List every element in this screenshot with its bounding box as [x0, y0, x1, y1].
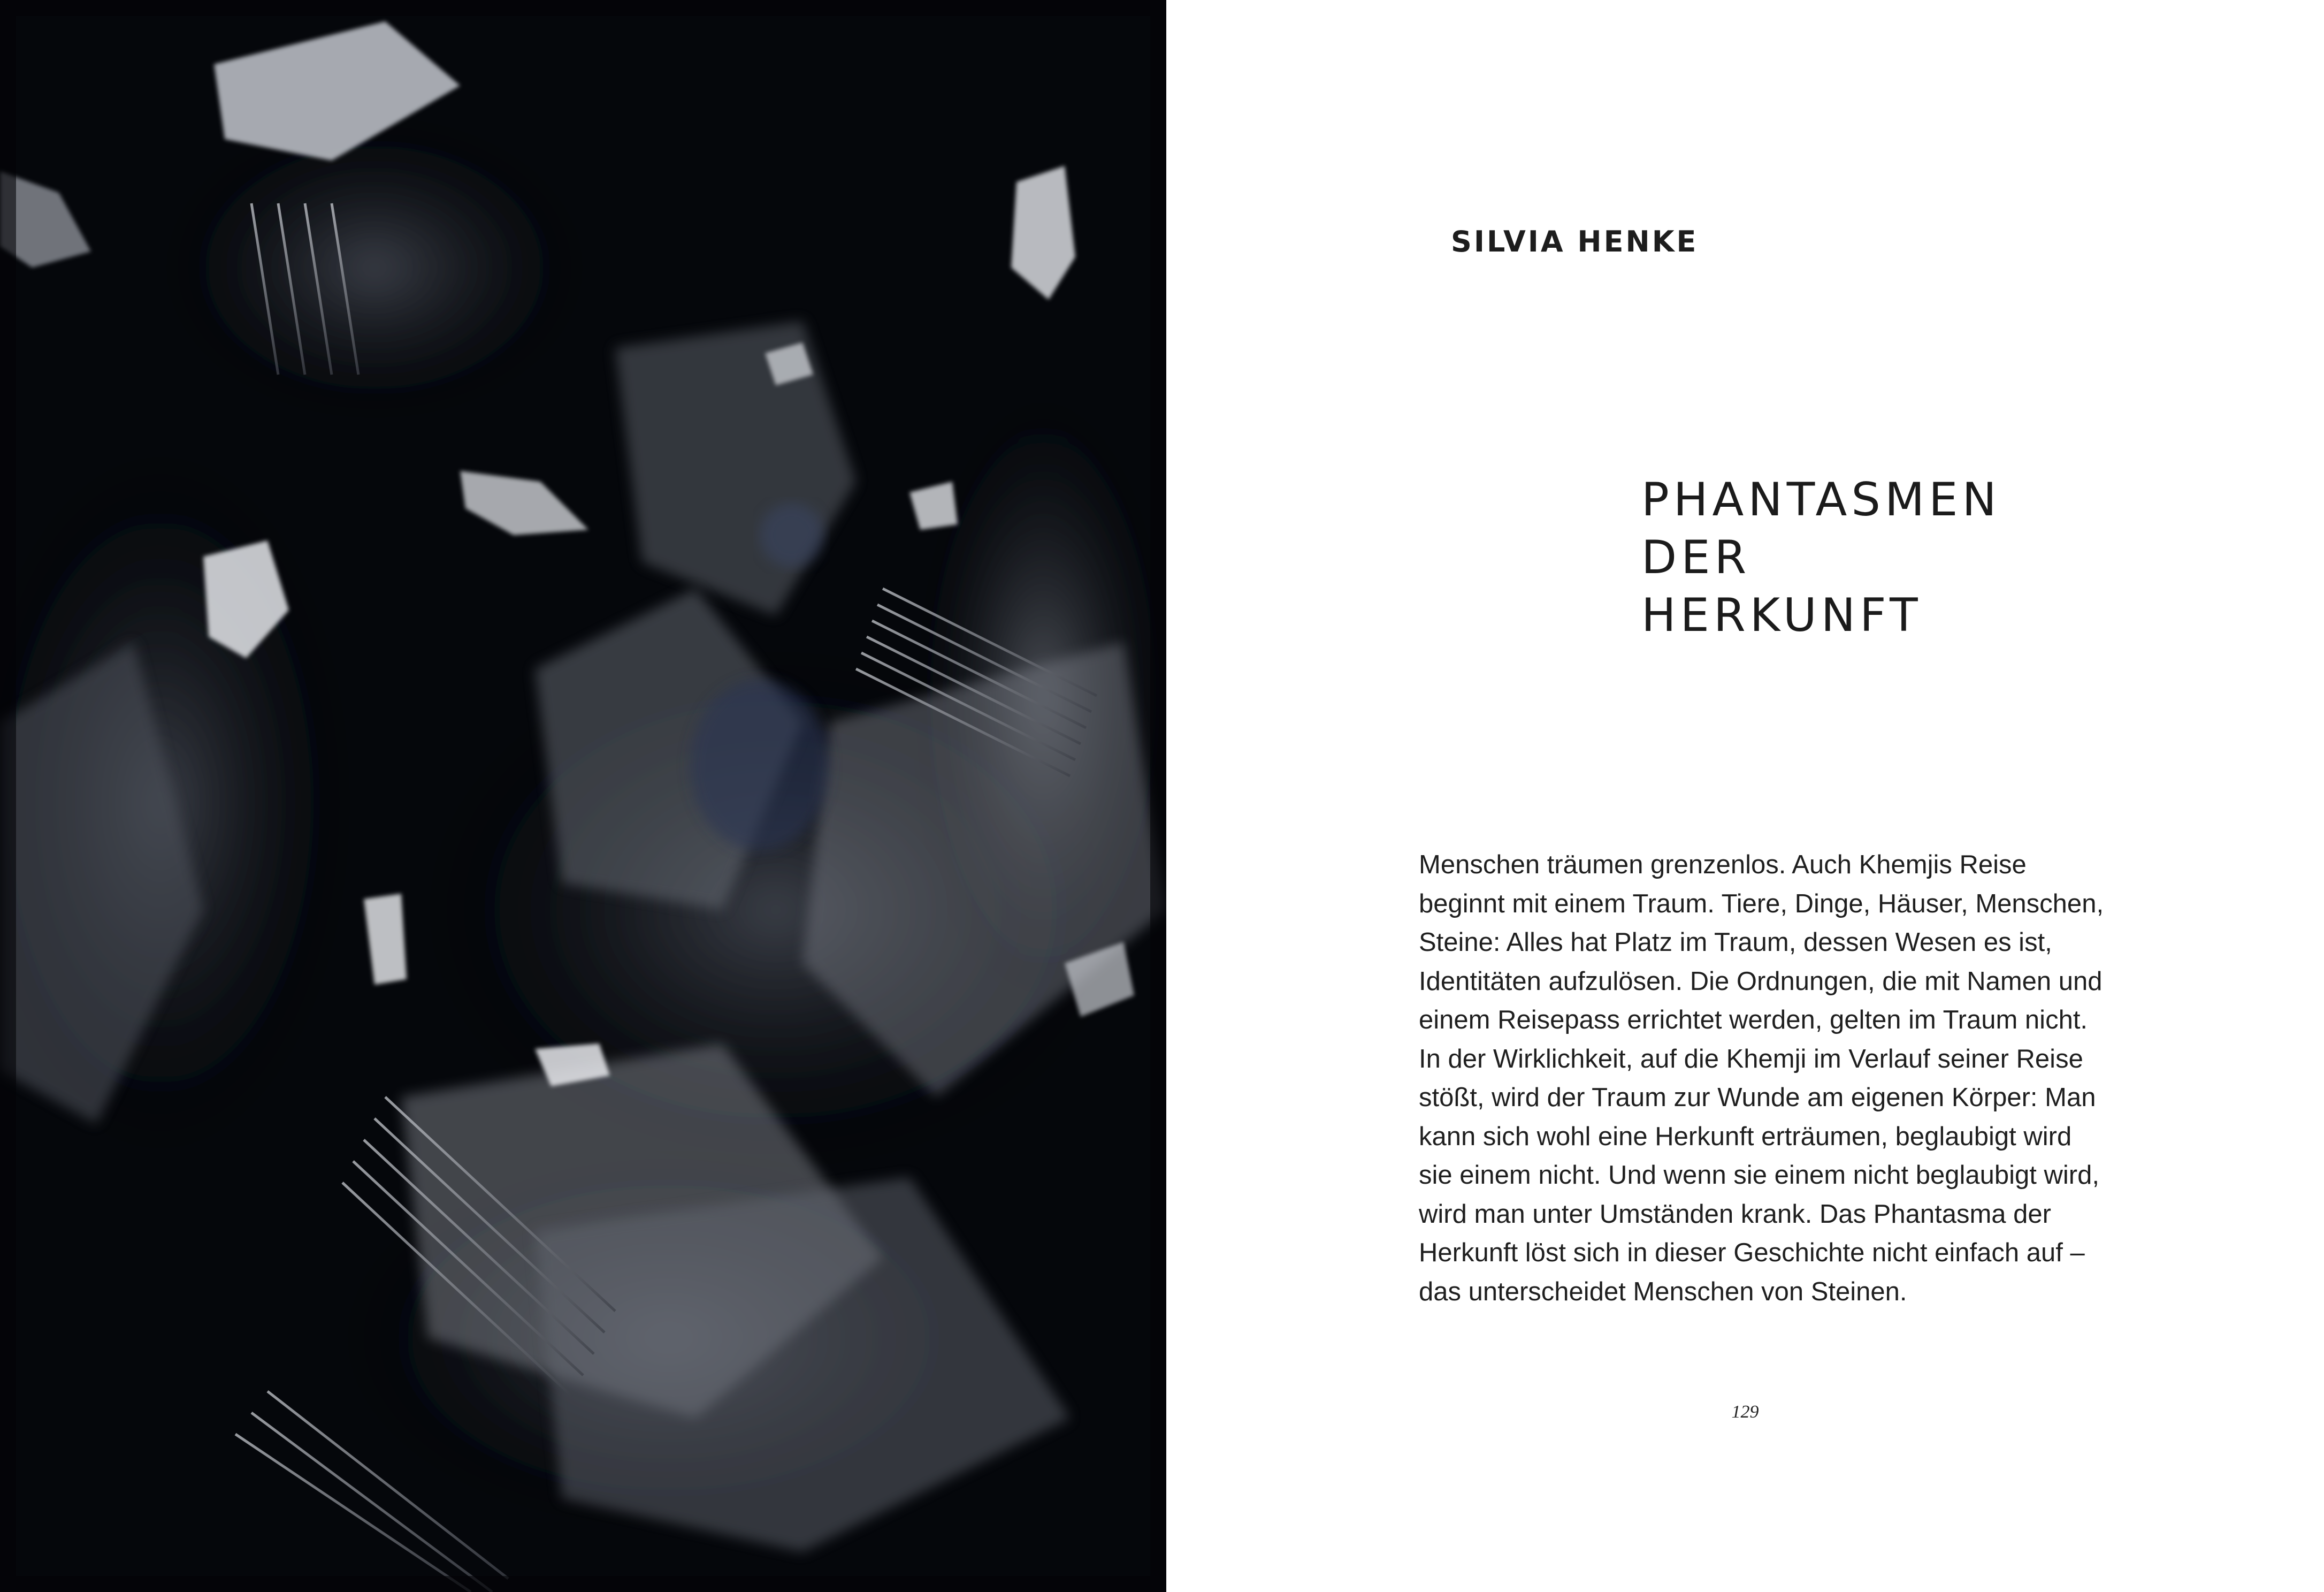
body-line: Menschen träumen grenzenlos. Auch Khemjis Reise [1419, 850, 2027, 879]
author-name: SILVIA HENKE [1451, 225, 1699, 258]
body-line: Steine: Alles hat Platz im Traum, dessen Wesen es ist, [1419, 928, 2052, 957]
body-line: beginnt mit einem Traum. Tiere, Dinge, Häuser, Menschen, [1419, 889, 2104, 918]
body-line: wird man unter Umständen krank. Das Phantasma der [1419, 1199, 2051, 1229]
body-line: Identitäten aufzulösen. Die Ordnungen, die mit Namen und [1419, 966, 2103, 996]
body-line: stößt, wird der Traum zur Wunde am eigenen Körper: Man [1419, 1083, 2096, 1112]
body-line: kann sich wohl eine Herkunft erträumen, beglaubigt wird [1419, 1122, 2072, 1151]
body-line: sie einem nicht. Und wenn sie einem nicht beglaubigt wird, [1419, 1161, 2099, 1190]
body-line: einem Reisepass errichtet werden, gelten im Traum nicht. [1419, 1006, 2088, 1034]
page-number: 129 [1731, 1402, 1759, 1422]
body-line: In der Wirklichkeit, auf die Khemji im Verlauf seiner Reise [1419, 1044, 2083, 1073]
title-line: DER [1641, 531, 1751, 584]
body-line: das unterscheidet Menschen von Steinen. [1419, 1277, 1907, 1306]
text-page [1166, 0, 2324, 1592]
body-paragraph [1419, 845, 2125, 1311]
title-line: PHANTASMEN [1641, 473, 2001, 527]
chapter-title [1641, 471, 2001, 644]
title-line: HERKUNFT [1641, 589, 1922, 642]
body-line: Herkunft löst sich in dieser Geschichte nicht einfach auf – [1419, 1238, 2085, 1267]
